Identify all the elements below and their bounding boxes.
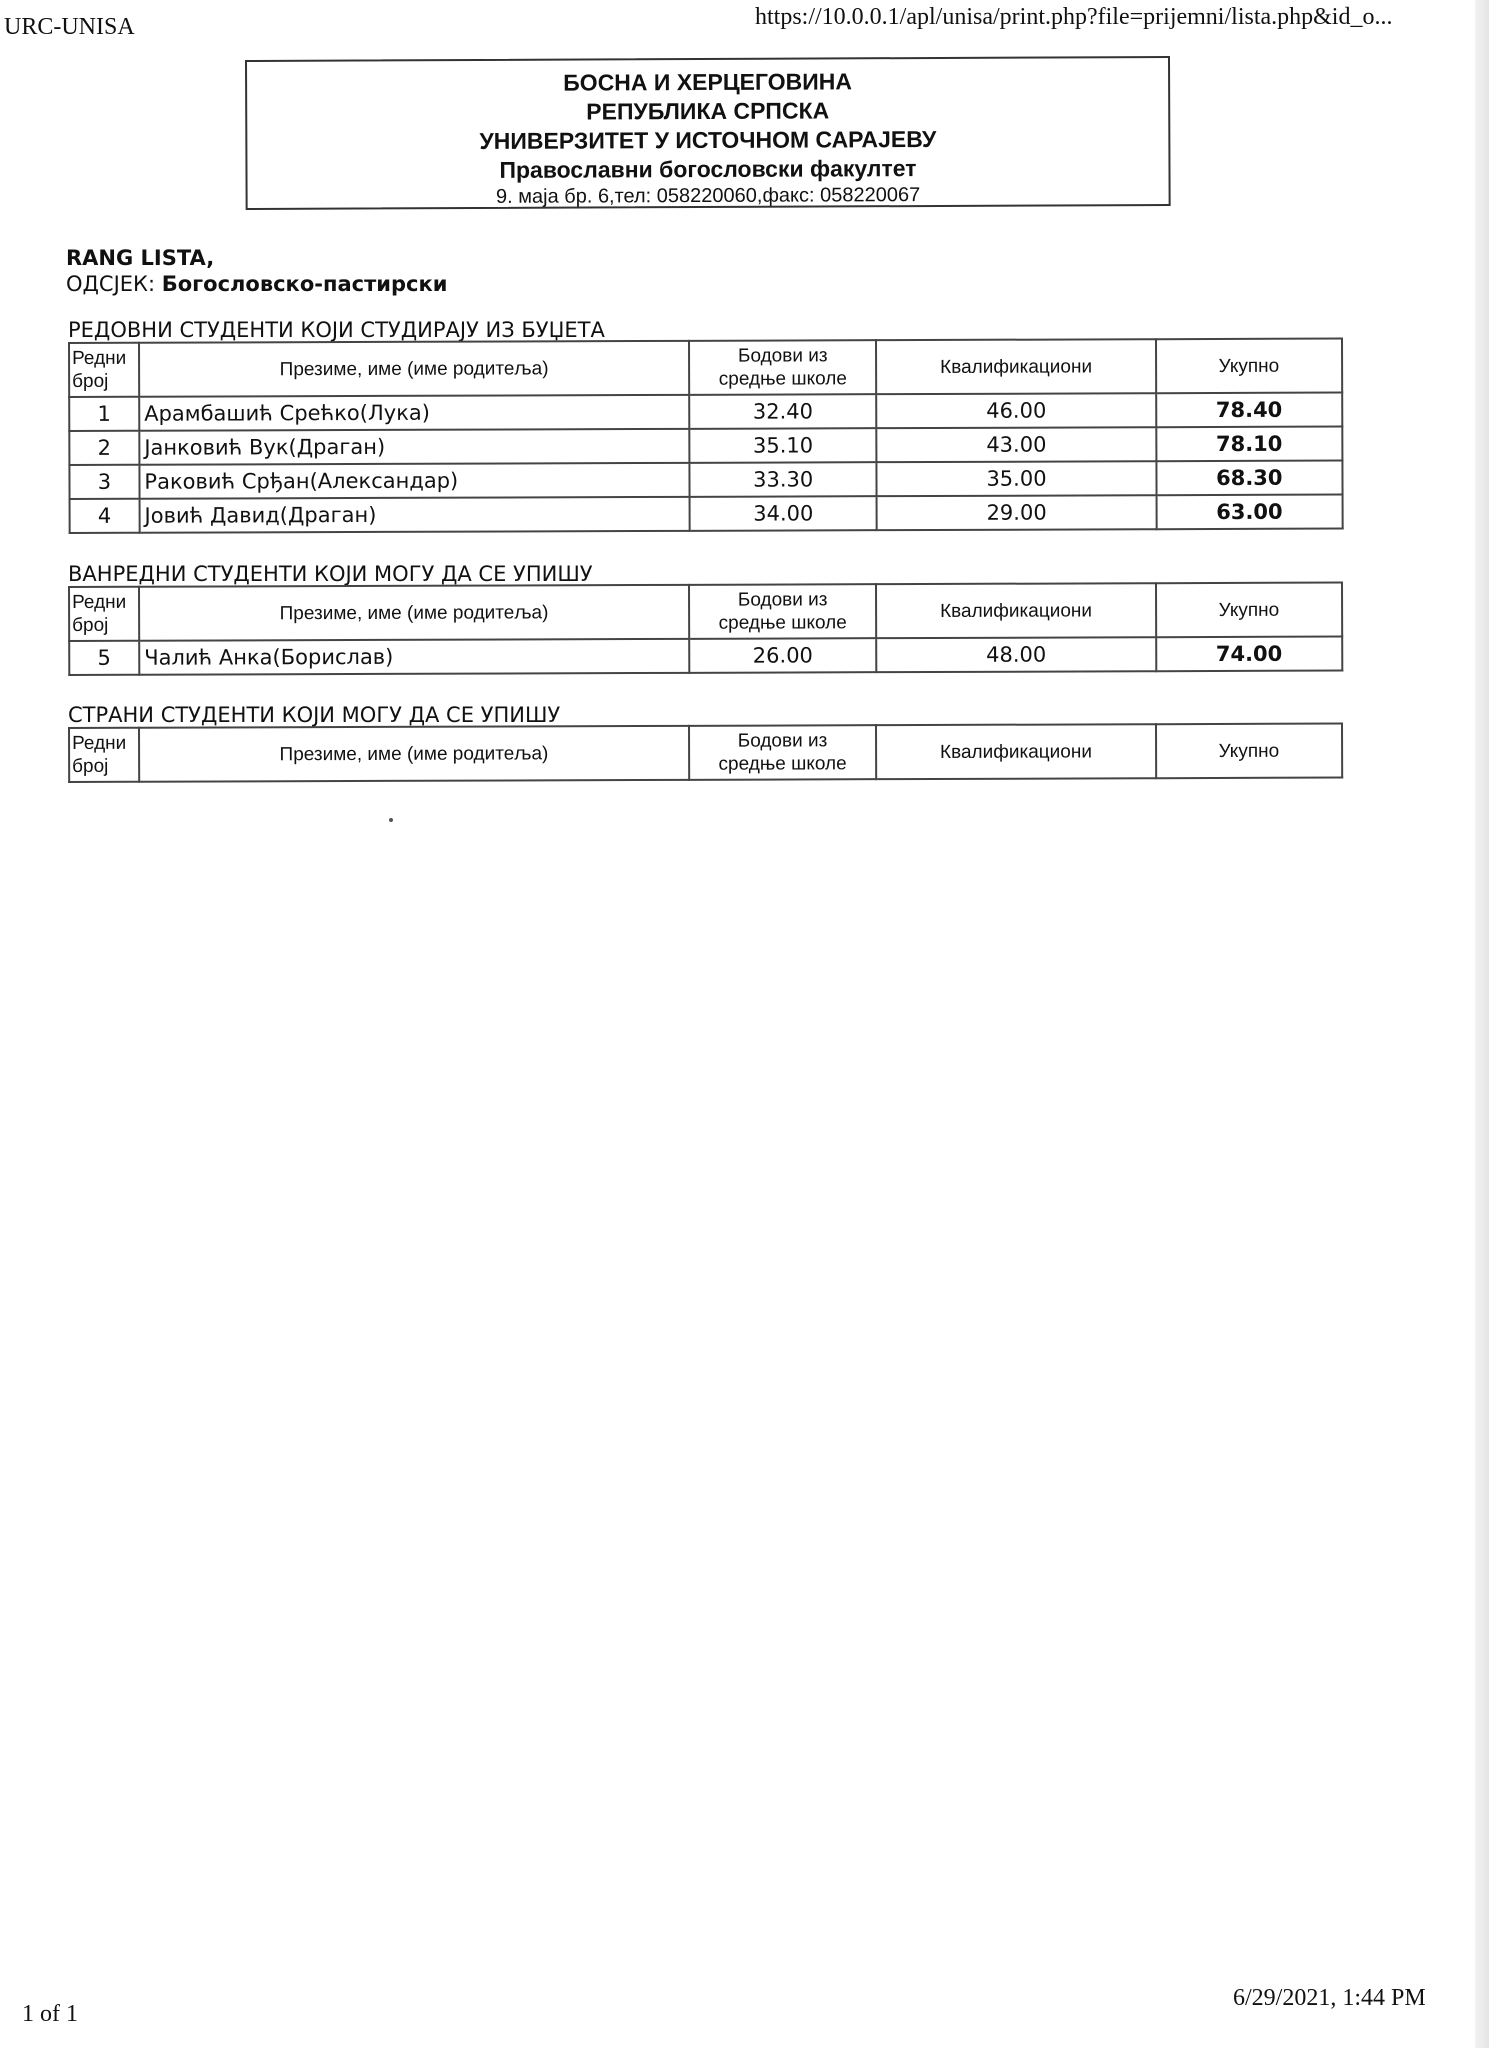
cell-name: Арамбашић Срећко(Лука) [139,395,689,431]
odsjek-label: ОДСЈЕК: [66,272,156,296]
cell-bodovi: 34.00 [690,496,877,531]
cell-ukupno: 74.00 [1156,637,1343,672]
cell-kvalifikacioni: 46.00 [877,393,1156,428]
institution-university: УНИВЕРЗИТЕТ У ИСТОЧНОМ САРАЈЕВУ [479,125,937,154]
cell-bodovi: 33.30 [689,462,876,497]
table-vanredni [68,582,1343,676]
col-header-name: Презиме, име (име родитеља) [139,726,689,782]
cell-kvalifikacioni: 43.00 [877,427,1156,462]
institution-faculty: Православни богословски факултет [499,155,917,183]
col-header-kvalifikacioni: Квалификациони [876,724,1156,779]
table-header-row [69,339,1342,397]
print-footer-datetime: 6/29/2021, 1:44 PM [1233,1985,1426,2011]
col-header-kvalifikacioni: Квалификациони [876,583,1155,638]
cell-rb: 3 [69,465,139,499]
col-header-name: Презиме, име (име родитеља) [139,585,689,641]
institution-header-box [245,56,1171,210]
print-header-url: https://10.0.0.1/apl/unisa/print.php?file=prijemni/lista.php&id_o... [755,4,1393,30]
institution-country: БОСНА И ХЕРЦЕГОВИНА [563,68,853,96]
print-footer-page: 1 of 1 [22,2001,78,2027]
cell-bodovi: 35.10 [689,428,876,463]
col-header-rb: Редни број [69,728,139,782]
institution-address: 9. маја бр. 6,тел: 058220060,факс: 058220067 [495,184,921,208]
odsjek-value: Богословско-пастирски [161,272,448,296]
print-header-left: URC-UNISA [4,14,135,40]
odsjek-line [66,272,447,296]
scan-page-edge [1475,0,1489,2048]
col-header-bodovi: Бодови из средње школе [689,725,877,780]
cell-ukupno: 78.40 [1156,393,1342,428]
table-row [69,393,1342,431]
cell-bodovi: 26.00 [689,638,876,673]
col-header-ukupno: Укупно [1156,724,1343,779]
cell-name: Раковић Срђан(Александар) [139,463,689,499]
col-header-ukupno: Укупно [1156,583,1343,638]
table-header-row [69,724,1342,782]
table-row [69,427,1342,465]
col-header-kvalifikacioni: Квалификациони [876,339,1155,394]
cell-kvalifikacioni: 29.00 [877,495,1156,530]
cell-name: Јанковић Вук(Драган) [139,429,689,465]
cell-bodovi: 32.40 [689,394,876,429]
section-title-strani: СТРАНИ СТУДЕНТИ КОЈИ МОГУ ДА СЕ УПИШУ [68,703,561,727]
table-strani [68,723,1343,783]
table-header-row [69,583,1342,641]
section-title-vanredni: ВАНРЕДНИ СТУДЕНТИ КОЈИ МОГУ ДА СЕ УПИШУ [68,562,593,586]
col-header-ukupno: Укупно [1156,339,1343,394]
col-header-bodovi: Бодови из средње школе [689,584,877,639]
col-header-bodovi: Бодови из средње школе [689,340,876,395]
scan-speck [389,818,393,822]
cell-rb: 5 [69,641,139,675]
rang-lista-title: RANG LISTA, [66,246,215,270]
table-redovni [68,338,1344,534]
cell-ukupno: 63.00 [1156,495,1342,530]
cell-ukupno: 78.10 [1156,427,1342,462]
cell-ukupno: 68.30 [1156,461,1342,496]
col-header-rb: Редни број [69,343,139,397]
cell-rb: 4 [70,499,140,533]
table-row [69,461,1342,499]
table-row [69,637,1342,675]
table-row [70,495,1343,533]
cell-name: Чалић Анка(Борислав) [139,639,689,675]
cell-rb: 2 [69,431,139,465]
institution-entity: РЕПУБЛИКА СРПСКА [586,97,830,125]
cell-kvalifikacioni: 35.00 [877,461,1156,496]
section-title-redovni: РЕДОВНИ СТУДЕНТИ КОЈИ СТУДИРАЈУ ИЗ БУЏЕТА [68,318,605,342]
cell-kvalifikacioni: 48.00 [876,637,1155,672]
col-header-name: Презиме, име (име родитеља) [139,341,689,397]
col-header-rb: Редни број [69,587,139,641]
cell-name: Јовић Давид(Драган) [139,497,689,533]
cell-rb: 1 [69,397,139,431]
